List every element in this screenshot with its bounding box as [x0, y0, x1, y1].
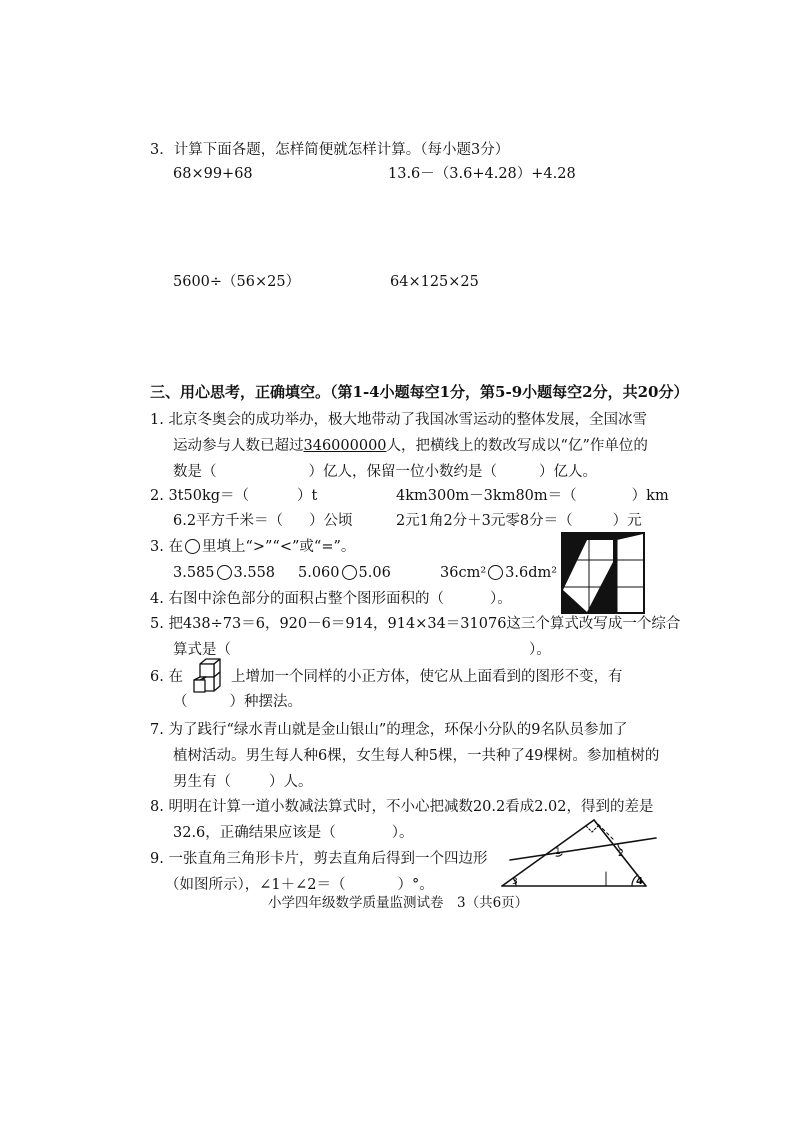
circle-icon	[185, 539, 200, 554]
p2-d-unit: ）元	[612, 513, 642, 529]
p5-text-a: 算式是（	[173, 642, 231, 658]
p1-text-a: 数是（	[173, 464, 217, 480]
p4-text-a: 4. 右图中涂色部分的面积占整个图形面积的（	[150, 591, 444, 607]
p8-line-1: 8. 明明在计算一道小数减法算式时，不小心把减数20.2看成2.02，得到的差是	[150, 799, 654, 815]
p7-text-b: ）人。	[269, 774, 313, 790]
white-region	[617, 534, 643, 612]
p6-text-c: （	[173, 694, 188, 710]
angle-label-3: 3	[512, 877, 518, 887]
p3-compare-3	[440, 563, 557, 583]
p1-line-2-tail: 人，把横线上的数改写成以“亿”作单位的	[386, 438, 648, 454]
p4-text-b: ）。	[489, 591, 512, 607]
underlined-number: 346000000	[303, 438, 387, 454]
p2-item-a	[150, 486, 317, 506]
p9-line-2	[165, 875, 434, 895]
p1-line-2-text: 运动参与人数已超过	[173, 438, 304, 454]
p6-line-2	[173, 692, 302, 712]
p8-text-a: 32.6，正确结果应该是（	[173, 825, 336, 841]
p1-text-b: ）亿人，保留一位小数约是（	[308, 464, 497, 480]
p9-text-a: （如图所示），∠1＋∠2＝（	[165, 877, 346, 893]
compare-left: 36cm²	[440, 565, 487, 581]
p6-text-a: 6. 在	[150, 669, 183, 685]
p1-line-1: 1. 北京冬奥会的成功举办，极大地带动了我国冰雪运动的整体发展，全国冰雪	[150, 412, 647, 428]
p7-line-2: 植树活动。男生每人种6棵，女生每人种5棵，一共种了49棵树。参加植树的	[173, 748, 660, 764]
compare-right: 3.6dm²	[505, 565, 558, 581]
compare-right: 5.06	[358, 565, 391, 581]
compare-left: 3.585	[173, 565, 215, 581]
p1-line-3	[173, 462, 597, 482]
p7-line-3	[173, 772, 313, 792]
p5-line-1: 5. 把438÷73＝6，920－6＝914，914×34＝31076这三个算式改写成一个综合	[150, 616, 681, 632]
p2-d-text: 2元1角2分＋3元零8分＝（	[396, 513, 573, 529]
calc-expression-2: 13.6－（3.6+4.28）+4.28	[388, 166, 576, 182]
p7-text-a: 男生有（	[173, 774, 231, 790]
compare-circle[interactable]	[488, 565, 503, 580]
p1-line-2	[173, 436, 648, 456]
calc-expression-4: 64×125×25	[390, 274, 479, 290]
p8-text-b: ）。	[391, 825, 414, 841]
p6-text-b: 上增加一个同样的小正方体，使它从上面看到的图形不变，有	[231, 669, 623, 685]
p2-item-d	[396, 511, 642, 531]
p2-a-text: 2. 3t50kg＝（	[150, 488, 250, 504]
p6-text-d: ）种摆法。	[229, 694, 302, 710]
p4-line-1	[150, 589, 512, 609]
p3-text-a: 3. 在	[150, 539, 183, 555]
p2-a-unit: ）t	[297, 488, 318, 504]
p7-line-1: 7. 为了践行“绿水青山就是金山银山”的理念，环保小分队的9名队员参加了	[150, 722, 628, 738]
shaded-square-figure	[561, 532, 645, 614]
p5-text-b: ）。	[529, 642, 551, 658]
p9-text-b: ）°。	[397, 877, 434, 893]
compare-circle[interactable]	[342, 565, 357, 580]
compare-circle[interactable]	[217, 565, 232, 580]
p9-line-1: 9. 一张直角三角形卡片，剪去直角后得到一个四边形	[150, 851, 488, 867]
p3-compare-2	[298, 563, 391, 583]
compare-right: 3.558	[233, 565, 276, 581]
p3-line-1	[150, 537, 355, 557]
p3-text-b: 里填上“>”“<”或“=”。	[201, 539, 356, 555]
p2-b-unit: ）km	[631, 488, 669, 504]
cube-stack-icon	[192, 658, 228, 694]
page-footer: 小学四年级数学质量监测试卷 3（共6页）	[268, 895, 529, 911]
p2-c-unit: ）公顷	[309, 513, 353, 529]
p1-text-c: ）亿人。	[539, 464, 597, 480]
p3-compare-1	[173, 563, 275, 583]
angle-label-2: 2	[618, 849, 624, 859]
angle-label-4: 4	[636, 876, 643, 887]
p5-line-2	[173, 640, 551, 660]
triangle-cut-figure	[498, 812, 664, 892]
p2-item-c	[173, 511, 353, 531]
p8-line-2	[173, 823, 414, 843]
calc-expression-1: 68×99+68	[173, 166, 253, 182]
p2-item-b	[396, 486, 669, 506]
p2-b-text: 4km300m－3km80m＝（	[396, 488, 577, 504]
angle-label-1: 1	[555, 847, 561, 857]
compare-left: 5.060	[298, 565, 340, 581]
q3-calc-heading: 3．计算下面各题，怎样简便就怎样计算。（每小题3分）	[150, 142, 510, 158]
section-heading: 三、用心思考，正确填空。（第1-4小题每空1分，第5-9小题每空2分，共20分）	[150, 383, 689, 401]
p2-c-text: 6.2平方千米＝（	[173, 513, 284, 529]
calc-expression-3: 5600÷（56×25）	[173, 274, 301, 290]
